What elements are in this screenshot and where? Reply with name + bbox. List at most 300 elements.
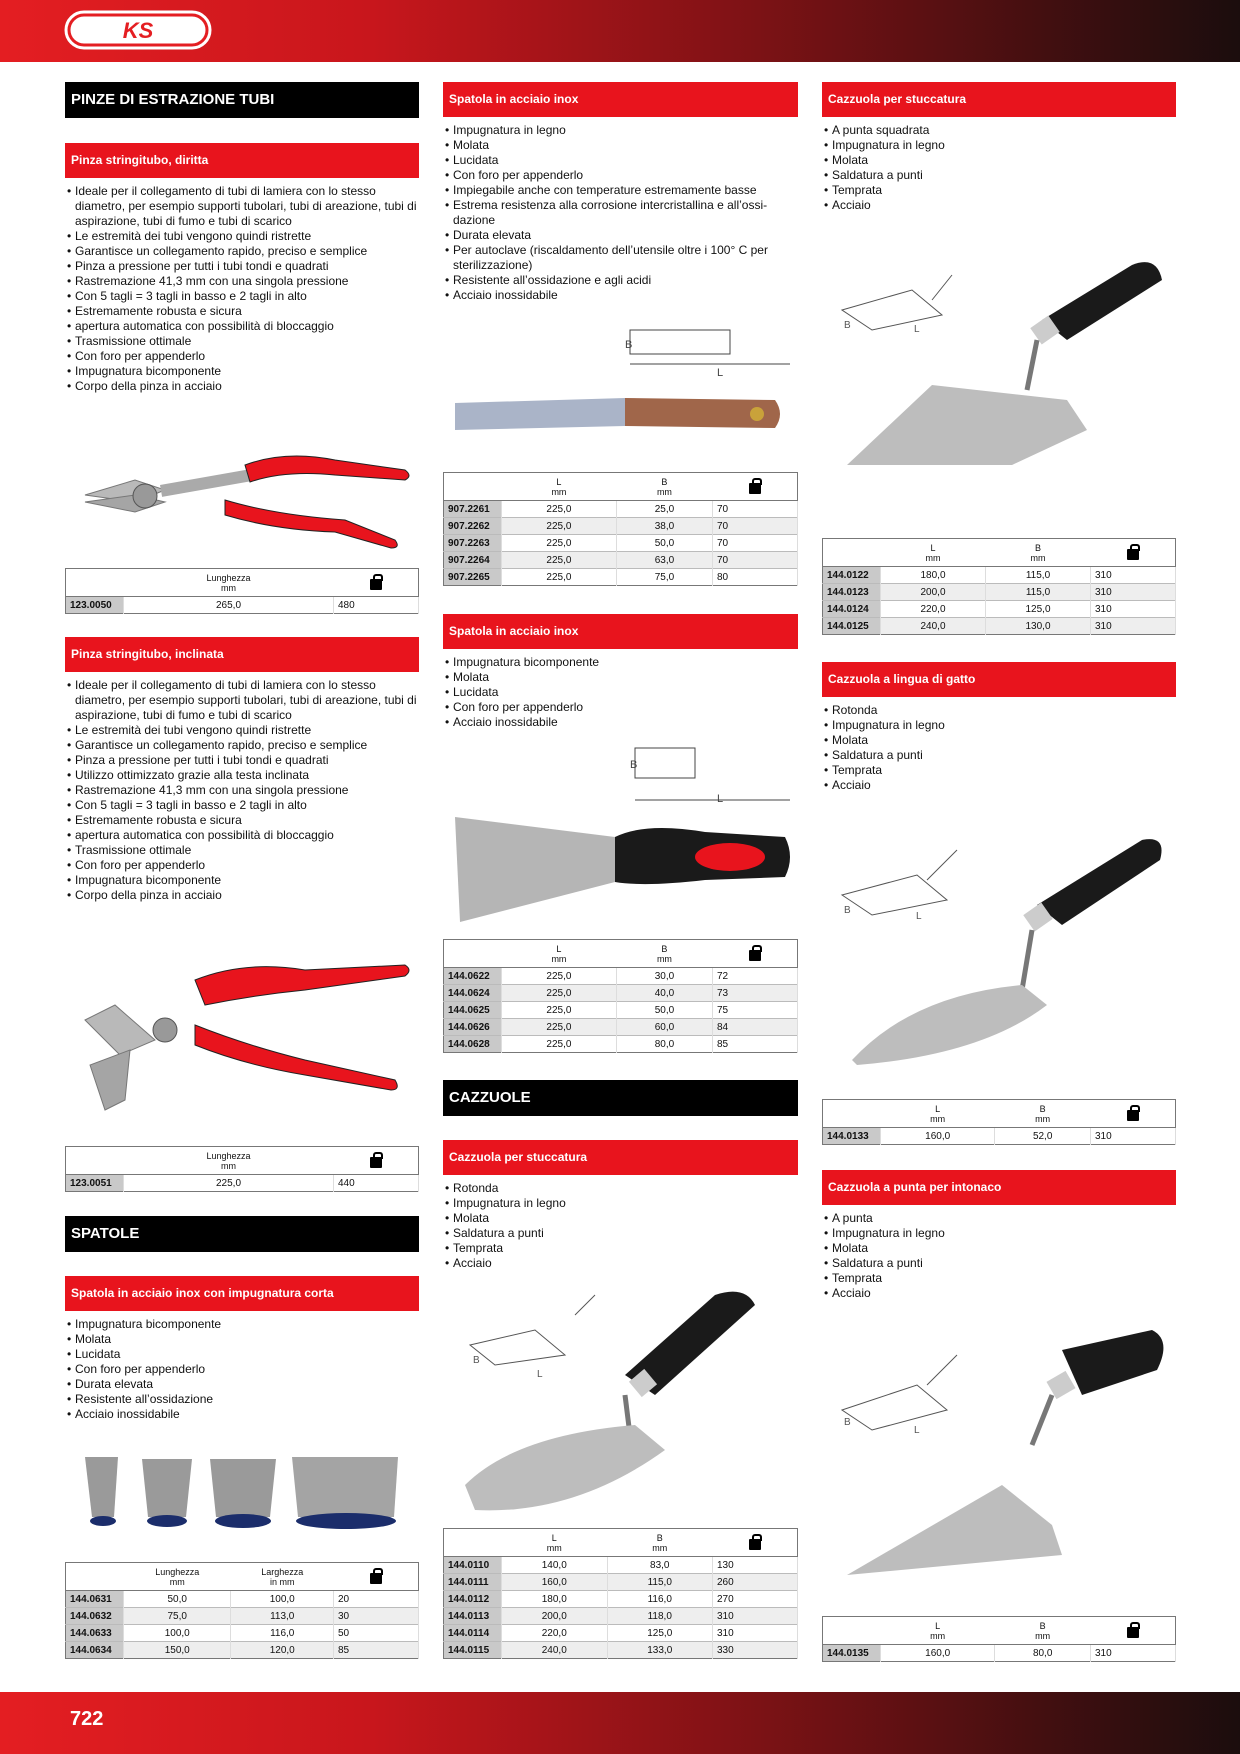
cell-len: 50,0 [124,1591,231,1608]
article-code: 907.2262 [444,518,502,535]
product-cazzuola-lingua-gatto [822,662,1176,793]
cell-b: 38,0 [616,518,712,535]
table-row [823,567,1176,584]
article-code: 144.0628 [444,1036,502,1053]
col-b: B [661,943,668,954]
trowel-round-image [455,1285,795,1515]
feature-item: • Impugnatura in legno [822,718,1176,733]
cell-l: 240,0 [881,618,986,635]
feature-item: • Impugnatura in legno [822,138,1176,153]
col-unit: mm [551,486,567,497]
cell-l: 225,0 [502,552,617,569]
table-row [66,1175,419,1192]
table-pinza-inclinata [65,1146,419,1192]
cell-w: 330 [713,1642,798,1659]
table-row [66,1591,419,1608]
feature-item: • Resistente all’ossidazione e agli acidi [443,273,798,288]
feature-item: • Rastremazione 41,3 mm con una singola pressione [65,783,419,798]
feature-item: • Impugnatura bicomponente [65,364,419,379]
article-code: 144.0624 [444,985,502,1002]
cell-b: 40,0 [616,985,712,1002]
pliers-straight-image [75,440,415,555]
feature-item: • Estrema resistenza alla corrosione intercristallina e all’ossi-dazione [443,198,798,228]
cell-w: 80 [713,569,798,586]
feature-item: • Saldatura a punti [822,1256,1176,1271]
cell-b: 80,0 [995,1645,1091,1662]
article-code: 144.0135 [823,1645,881,1662]
section-cazzuole [443,1080,798,1116]
product-cazzuola-stuccatura-rotonda [443,1140,798,1271]
weight-icon [1127,544,1139,560]
weight-icon [749,945,761,961]
feature-item: • Con foro per appenderlo [65,1362,419,1377]
feature-item: • Lucidata [443,153,798,168]
product-title: Cazzuola a punta per intonaco [822,1170,1176,1205]
cell-b: 115,0 [986,584,1091,601]
svg-text:L: L [916,911,922,922]
product-title: Spatola in acciaio inox [443,614,798,649]
table-spatola-bicomponente [443,939,798,1053]
article-code: 144.0112 [444,1591,502,1608]
feature-item: • Impugnatura in legno [443,123,798,138]
feature-item: • Estremamente robusta e sicura [65,813,419,828]
feature-item: • Utilizzo ottimizzato grazie alla testa inclinata [65,768,419,783]
table-cazzuola-lingua-gatto [822,1099,1176,1145]
article-code: 144.0133 [823,1128,881,1145]
col-unit: mm [652,1542,668,1553]
feature-item: • Lucidata [443,685,798,700]
feature-item: • Acciaio [822,778,1176,793]
svg-text:L: L [914,324,920,335]
feature-item: • Saldatura a punti [443,1226,798,1241]
cell-l: 140,0 [502,1557,608,1574]
cell-b: 50,0 [616,535,712,552]
cell-l: 225,0 [502,569,617,586]
article-code: 144.0111 [444,1574,502,1591]
article-code: 144.0632 [66,1608,124,1625]
cell-len: 225,0 [124,1175,334,1192]
svg-text:L: L [717,793,724,805]
article-code: 907.2261 [444,501,502,518]
svg-text:B: B [625,339,633,351]
table-spatola-legno [443,472,798,586]
feature-item: • Con 5 tagli = 3 tagli in basso e 2 tagli in alto [65,798,419,813]
footer-bar [0,1692,1240,1754]
pliers-angled-image [75,950,415,1120]
cell-wid: 116,0 [231,1625,334,1642]
weight-icon [370,1568,382,1584]
product-title: Pinza stringitubo, diritta [65,143,419,178]
article-code: 907.2265 [444,569,502,586]
feature-item: • Con foro per appenderlo [443,700,798,715]
feature-list [65,1317,419,1422]
cell-w: 70 [713,518,798,535]
cell-l: 200,0 [881,584,986,601]
col-b: B [661,476,668,487]
svg-text:B: B [844,320,851,331]
col-unit: mm [656,486,672,497]
table-row [444,1591,798,1608]
product-title: Spatola in acciaio inox [443,82,798,117]
feature-item: • Garantisce un collegamento rapido, preciso e semplice [65,244,419,259]
product-title: Cazzuola a lingua di gatto [822,662,1176,697]
cell-b: 130,0 [986,618,1091,635]
section-pinze [65,82,419,118]
feature-item: • Rotonda [822,703,1176,718]
feature-item: • A punta [822,1211,1176,1226]
cell-len: 100,0 [124,1625,231,1642]
short-spatulas-image [80,1455,410,1535]
col-l: L [935,1103,941,1114]
feature-item: • Corpo della pinza in acciaio [65,888,419,903]
feature-item: • Pinza a pressione per tutti i tubi tondi e quadrati [65,753,419,768]
cell-w: 260 [713,1574,798,1591]
feature-item: • apertura automatica con possibilità di bloccaggio [65,828,419,843]
col-unit: mm [925,552,941,563]
cell-w: 85 [713,1036,798,1053]
table-cazzuola-stuccatura-rotonda [443,1528,798,1659]
feature-item: • apertura automatica con possibilità di bloccaggio [65,319,419,334]
cell-l: 225,0 [502,501,617,518]
cell-l: 225,0 [502,1002,617,1019]
cell-w: 310 [1091,1128,1176,1145]
table-row [823,1128,1176,1145]
feature-item: • Durata elevata [65,1377,419,1392]
cell-w: 75 [713,1002,798,1019]
table-row [444,501,798,518]
cell-w: 84 [713,1019,798,1036]
article-code: 144.0123 [823,584,881,601]
cell-b: 115,0 [607,1574,713,1591]
table-cazzuola-squadrata [822,538,1176,635]
feature-item: • Temprata [822,763,1176,778]
table-row [444,569,798,586]
cell-l: 220,0 [881,601,986,618]
feature-list [822,123,1176,213]
ks-tools-logo [64,10,212,50]
trowel-catstongue-image [832,815,1172,1070]
feature-item: • Trasmissione ottimale [65,334,419,349]
section-title: SPATOLE [65,1216,419,1252]
cell-b: 75,0 [616,569,712,586]
svg-text:KS: KS [122,18,154,43]
col-width: Larghezza [261,1566,304,1577]
cell-l: 225,0 [502,535,617,552]
cell-l: 160,0 [881,1128,995,1145]
cell-w: 70 [713,552,798,569]
feature-item: • Acciaio [822,1286,1176,1301]
article-code: 144.0631 [66,1591,124,1608]
cell-b: 83,0 [607,1557,713,1574]
product-spatola-bicomponente [443,614,798,730]
cell-len: 150,0 [124,1642,231,1659]
cell-l: 225,0 [502,518,617,535]
article-code: 144.0626 [444,1019,502,1036]
article-code: 144.0114 [444,1625,502,1642]
feature-item: • Molata [822,153,1176,168]
table-row [823,601,1176,618]
svg-text:L: L [537,1369,543,1380]
col-b: B [1039,1620,1046,1631]
feature-item: • Acciaio [822,198,1176,213]
svg-text:B: B [844,1417,851,1428]
cell-w: 310 [1091,618,1176,635]
article-code: 123.0051 [66,1175,124,1192]
table-row [66,1608,419,1625]
col-l: L [556,943,562,954]
cell-l: 225,0 [502,1019,617,1036]
product-title: Cazzuola per stuccatura [443,1140,798,1175]
table-row [444,1574,798,1591]
cell-w: 73 [713,985,798,1002]
feature-list [443,123,798,303]
feature-item: • A punta squadrata [822,123,1176,138]
col-unit: mm [656,953,672,964]
table-row [444,518,798,535]
feature-item: • Acciaio inossidabile [65,1407,419,1422]
feature-item: • Molata [822,733,1176,748]
cell-w: 480 [334,597,419,614]
feature-item: • Le estremità dei tubi vengono quindi ristrette [65,723,419,738]
cell-w: 310 [1091,584,1176,601]
product-cazzuola-punta-intonaco [822,1170,1176,1301]
table-row [444,1625,798,1642]
feature-item: • Acciaio inossidabile [443,715,798,730]
trowel-pointed-image [832,1325,1172,1580]
product-title: Cazzuola per stuccatura [822,82,1176,117]
table-row [444,985,798,1002]
cell-l: 180,0 [881,567,986,584]
svg-text:B: B [844,905,851,916]
cell-w: 310 [1091,567,1176,584]
svg-text:B: B [473,1355,480,1366]
cell-b: 50,0 [616,1002,712,1019]
col-b: B [1034,542,1041,553]
cell-l: 180,0 [502,1591,608,1608]
feature-item: • Molata [65,1332,419,1347]
table-pinza-diritta [65,568,419,614]
feature-list [443,655,798,730]
cell-b: 115,0 [986,567,1091,584]
feature-item: • Le estremità dei tubi vengono quindi ristrette [65,229,419,244]
col-length: Lunghezza [155,1566,200,1577]
feature-item: • Garantisce un collegamento rapido, preciso e semplice [65,738,419,753]
cell-w: 50 [334,1625,419,1642]
article-code: 144.0122 [823,567,881,584]
feature-item: • Con foro per appenderlo [65,349,419,364]
cell-b: 133,0 [607,1642,713,1659]
page-number: 722 [70,1708,104,1730]
weight-icon [1127,1622,1139,1638]
cell-w: 130 [713,1557,798,1574]
cell-l: 225,0 [502,985,617,1002]
col-b: B [1039,1103,1046,1114]
cell-w: 30 [334,1608,419,1625]
cell-w: 310 [713,1608,798,1625]
feature-item: • Con foro per appenderlo [65,858,419,873]
cell-w: 310 [1091,1645,1176,1662]
feature-item: • Corpo della pinza in acciaio [65,379,419,394]
col-b: B [656,1532,663,1543]
cell-b: 52,0 [995,1128,1091,1145]
col-unit: mm [930,1113,946,1124]
cell-wid: 120,0 [231,1642,334,1659]
table-row [444,1642,798,1659]
table-row [66,1642,419,1659]
feature-item: • Lucidata [65,1347,419,1362]
feature-item: • Impiegabile anche con temperature estremamente basse [443,183,798,198]
product-pinza-diritta [65,143,419,394]
col-unit: mm [1035,1630,1051,1641]
cell-w: 72 [713,968,798,985]
feature-item: • Impugnatura bicomponente [443,655,798,670]
col-l: L [930,542,936,553]
feature-item: • Estremamente robusta e sicura [65,304,419,319]
article-code: 144.0124 [823,601,881,618]
feature-item: • Temprata [822,183,1176,198]
cell-l: 200,0 [502,1608,608,1625]
col-unit: mm [221,582,236,593]
product-title: Pinza stringitubo, inclinata [65,637,419,672]
table-row [823,1645,1176,1662]
col-unit: mm [551,953,567,964]
cell-b: 30,0 [616,968,712,985]
article-code: 907.2263 [444,535,502,552]
col-unit: mm [169,1576,185,1587]
col-unit: mm [221,1160,236,1171]
cell-w: 310 [713,1625,798,1642]
article-code: 907.2264 [444,552,502,569]
table-spatola-corta [65,1562,419,1659]
weight-icon [749,478,761,494]
cell-b: 80,0 [616,1036,712,1053]
cell-w: 310 [1091,601,1176,618]
product-title: Spatola in acciaio inox con impugnatura corta [65,1276,419,1311]
feature-item: • Impugnatura in legno [822,1226,1176,1241]
table-row [444,968,798,985]
cell-b: 63,0 [616,552,712,569]
feature-item: • Rotonda [443,1181,798,1196]
feature-item: • Ideale per il collegamento di tubi di lamiera con lo stesso diametro, per esempio supporti tubolari, tubi di areazione, tubi di aspirazione, tubi di fumo e tubi di scarico [65,184,419,229]
product-pinza-inclinata [65,637,419,903]
table-row [444,1019,798,1036]
article-code: 144.0625 [444,1002,502,1019]
cell-w: 20 [334,1591,419,1608]
cell-b: 116,0 [607,1591,713,1608]
table-cazzuola-punta-intonaco [822,1616,1176,1662]
feature-list [443,1181,798,1271]
col-length: Lunghezza [206,1150,251,1161]
cell-l: 220,0 [502,1625,608,1642]
cell-w: 70 [713,535,798,552]
table-row [444,535,798,552]
feature-item: • Con foro per appenderlo [443,168,798,183]
table-row [444,1608,798,1625]
table-row [823,618,1176,635]
article-code: 144.0622 [444,968,502,985]
cell-w: 70 [713,501,798,518]
feature-item: • Ideale per il collegamento di tubi di lamiera con lo stesso diametro, per esempio supporti tubolari, tubi di areazione, tubi di aspirazione, tubi di fumo e tubi di scarico [65,678,419,723]
weight-icon [1127,1105,1139,1121]
feature-item: • Saldatura a punti [822,168,1176,183]
col-unit: mm [930,1630,946,1641]
cell-l: 225,0 [502,1036,617,1053]
article-code: 144.0113 [444,1608,502,1625]
cell-w: 85 [334,1642,419,1659]
article-code: 144.0110 [444,1557,502,1574]
weight-icon [749,1534,761,1550]
feature-item: • Impugnatura bicomponente [65,1317,419,1332]
feature-item: • Con 5 tagli = 3 tagli in basso e 2 tagli in alto [65,289,419,304]
section-spatole [65,1216,419,1252]
table-row [66,597,419,614]
svg-text:L: L [914,1425,920,1436]
product-cazzuola-squadrata [822,82,1176,213]
feature-list [822,1211,1176,1301]
col-unit: in mm [269,1576,295,1587]
article-code: 144.0115 [444,1642,502,1659]
cell-l: 160,0 [502,1574,608,1591]
feature-item: • Impugnatura bicomponente [65,873,419,888]
feature-item: • Trasmissione ottimale [65,843,419,858]
feature-item: • Pinza a pressione per tutti i tubi tondi e quadrati [65,259,419,274]
feature-item: • Acciaio inossidabile [443,288,798,303]
cell-b: 118,0 [607,1608,713,1625]
table-row [823,584,1176,601]
col-unit: mm [546,1542,562,1553]
feature-item: • Per autoclave (riscaldamento dell’utensile oltre i 100° C per sterilizzazione) [443,243,798,273]
feature-item: • Impugnatura in legno [443,1196,798,1211]
feature-list [822,703,1176,793]
table-row [444,1002,798,1019]
feature-item: • Temprata [822,1271,1176,1286]
svg-text:L: L [717,367,724,379]
col-l: L [551,1532,557,1543]
cell-len: 265,0 [124,597,334,614]
cell-wid: 113,0 [231,1608,334,1625]
feature-item: • Saldatura a punti [822,748,1176,763]
product-spatola-legno [443,82,798,303]
feature-item: • Molata [443,138,798,153]
cell-w: 440 [334,1175,419,1192]
col-l: L [556,476,562,487]
weight-icon [370,1152,382,1168]
section-title: PINZE DI ESTRAZIONE TUBI [65,82,419,118]
col-length: Lunghezza [206,572,251,583]
col-l: L [935,1620,941,1631]
svg-text:B: B [630,759,638,771]
table-row [444,1557,798,1574]
article-code: 123.0050 [66,597,124,614]
col-unit: mm [1035,1113,1051,1124]
cell-l: 240,0 [502,1642,608,1659]
cell-b: 25,0 [616,501,712,518]
cell-l: 160,0 [881,1645,995,1662]
cell-b: 125,0 [607,1625,713,1642]
cell-b: 125,0 [986,601,1091,618]
article-code: 144.0634 [66,1642,124,1659]
feature-item: • Molata [443,670,798,685]
col-unit: mm [1030,552,1046,563]
article-code: 144.0633 [66,1625,124,1642]
feature-item: • Acciaio [443,1256,798,1271]
cell-w: 270 [713,1591,798,1608]
table-row [444,552,798,569]
feature-item: • Durata elevata [443,228,798,243]
cell-wid: 100,0 [231,1591,334,1608]
wood-spatula-image [455,318,795,448]
cell-len: 75,0 [124,1608,231,1625]
